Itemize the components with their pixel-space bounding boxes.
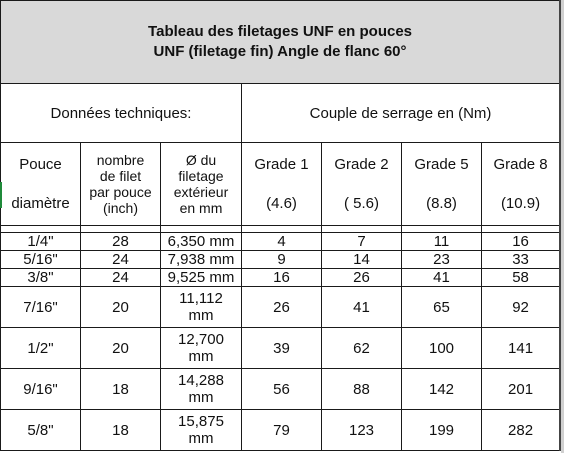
header-grade-5 bbox=[402, 143, 482, 226]
cell-grade-5: 23 bbox=[402, 251, 482, 269]
cell-tpi: 24 bbox=[81, 269, 161, 287]
cell-grade-2: 14 bbox=[322, 251, 402, 269]
table-row bbox=[1, 369, 561, 410]
cell-grade-2: 7 bbox=[322, 233, 402, 251]
cell-grade-8: 16 bbox=[482, 233, 561, 251]
cell-grade-1: 9 bbox=[242, 251, 322, 269]
table-row bbox=[1, 233, 561, 251]
cell-tpi: 18 bbox=[81, 369, 161, 410]
cell-outer-diameter bbox=[161, 287, 242, 328]
section-technical-data: Données techniques: bbox=[1, 84, 242, 143]
cell-outer-diameter: 7,938 mm bbox=[161, 251, 242, 269]
header-grade-1 bbox=[242, 143, 322, 226]
cell-grade-5: 100 bbox=[402, 328, 482, 369]
grade-class: (8.8) bbox=[426, 195, 457, 212]
cell-size: 9/16" bbox=[1, 369, 81, 410]
header-outer-line: filetage bbox=[178, 168, 224, 184]
table-row bbox=[1, 328, 561, 369]
table-row bbox=[1, 410, 561, 451]
grade-class: ( 5.6) bbox=[343, 195, 379, 212]
cell-grade-1: 79 bbox=[242, 410, 322, 451]
header-grade-8 bbox=[482, 143, 561, 226]
cell-outer-diameter: 6,350 mm bbox=[161, 233, 242, 251]
cell-grade-1: 16 bbox=[242, 269, 322, 287]
cell-grade-2: 88 bbox=[322, 369, 402, 410]
cell-grade-5: 142 bbox=[402, 369, 482, 410]
cell-outer-diameter: 9,525 mm bbox=[161, 269, 242, 287]
cell-grade-5: 41 bbox=[402, 269, 482, 287]
cell-grade-5: 11 bbox=[402, 233, 482, 251]
grade-name: Grade 5 bbox=[414, 156, 469, 173]
header-threads-line: (inch) bbox=[102, 200, 138, 216]
outer-diameter-unit: mm bbox=[188, 389, 214, 406]
cell-grade-2: 62 bbox=[322, 328, 402, 369]
header-pouce: Pouce bbox=[19, 156, 62, 173]
header-threads-per-inch bbox=[81, 143, 161, 226]
cell-grade-8: 58 bbox=[482, 269, 561, 287]
header-outer-line: en mm bbox=[179, 200, 223, 216]
outer-diameter-value: 12,700 bbox=[178, 331, 224, 348]
cell-grade-5: 65 bbox=[402, 287, 482, 328]
cell-grade-1: 4 bbox=[242, 233, 322, 251]
outer-diameter-unit: mm bbox=[188, 307, 214, 324]
cell-grade-8: 282 bbox=[482, 410, 561, 451]
header-threads-line: de filet bbox=[99, 168, 142, 184]
header-outer-diameter bbox=[161, 143, 242, 226]
header-threads-line: nombre bbox=[96, 152, 145, 168]
section-tightening-torque: Couple de serrage en (Nm) bbox=[242, 84, 561, 143]
cell-size: 1/4" bbox=[1, 233, 81, 251]
header-diametre: diamètre bbox=[11, 195, 70, 212]
selection-marker bbox=[0, 182, 2, 208]
cell-size: 5/8" bbox=[1, 410, 81, 451]
title-line-1: Tableau des filetages UNF en pouces bbox=[148, 23, 413, 40]
cell-tpi: 20 bbox=[81, 328, 161, 369]
table-row bbox=[1, 287, 561, 328]
header-outer-line: extérieur bbox=[173, 184, 229, 200]
table-title bbox=[1, 1, 561, 84]
outer-diameter-unit: mm bbox=[188, 348, 214, 365]
header-pouce-diametre bbox=[1, 143, 81, 226]
cell-grade-5: 199 bbox=[402, 410, 482, 451]
outer-diameter-value: 14,288 bbox=[178, 372, 224, 389]
cell-tpi: 28 bbox=[81, 233, 161, 251]
cell-size: 5/16" bbox=[1, 251, 81, 269]
spacer-row bbox=[1, 226, 561, 233]
cell-grade-2: 123 bbox=[322, 410, 402, 451]
table-row bbox=[1, 269, 561, 287]
cell-outer-diameter bbox=[161, 410, 242, 451]
cell-outer-diameter bbox=[161, 328, 242, 369]
outer-diameter-unit: mm bbox=[188, 430, 214, 447]
table-row bbox=[1, 251, 561, 269]
title-line-2: UNF (filetage fin) Angle de flanc 60° bbox=[153, 43, 407, 60]
cell-grade-1: 56 bbox=[242, 369, 322, 410]
cell-grade-8: 33 bbox=[482, 251, 561, 269]
outer-diameter-value: 11,112 bbox=[179, 290, 223, 307]
outer-diameter-value: 15,875 bbox=[178, 413, 224, 430]
cell-grade-1: 26 bbox=[242, 287, 322, 328]
cell-grade-2: 26 bbox=[322, 269, 402, 287]
grade-class: (4.6) bbox=[266, 195, 297, 212]
grade-name: Grade 8 bbox=[493, 156, 548, 173]
cell-size: 3/8" bbox=[1, 269, 81, 287]
cell-grade-2: 41 bbox=[322, 287, 402, 328]
grade-name: Grade 2 bbox=[334, 156, 389, 173]
cell-tpi: 24 bbox=[81, 251, 161, 269]
cell-grade-8: 92 bbox=[482, 287, 561, 328]
cell-size: 7/16" bbox=[1, 287, 81, 328]
cell-tpi: 18 bbox=[81, 410, 161, 451]
grade-class: (10.9) bbox=[500, 195, 541, 212]
header-outer-line: Ø du bbox=[185, 152, 217, 168]
header-threads-line: par pouce bbox=[89, 184, 152, 200]
cell-grade-8: 201 bbox=[482, 369, 561, 410]
header-grade-2 bbox=[322, 143, 402, 226]
grade-name: Grade 1 bbox=[254, 156, 309, 173]
cell-grade-8: 141 bbox=[482, 328, 561, 369]
column-header-row bbox=[1, 143, 561, 226]
cell-outer-diameter bbox=[161, 369, 242, 410]
cell-size: 1/2" bbox=[1, 328, 81, 369]
cell-tpi: 20 bbox=[81, 287, 161, 328]
cell-grade-1: 39 bbox=[242, 328, 322, 369]
